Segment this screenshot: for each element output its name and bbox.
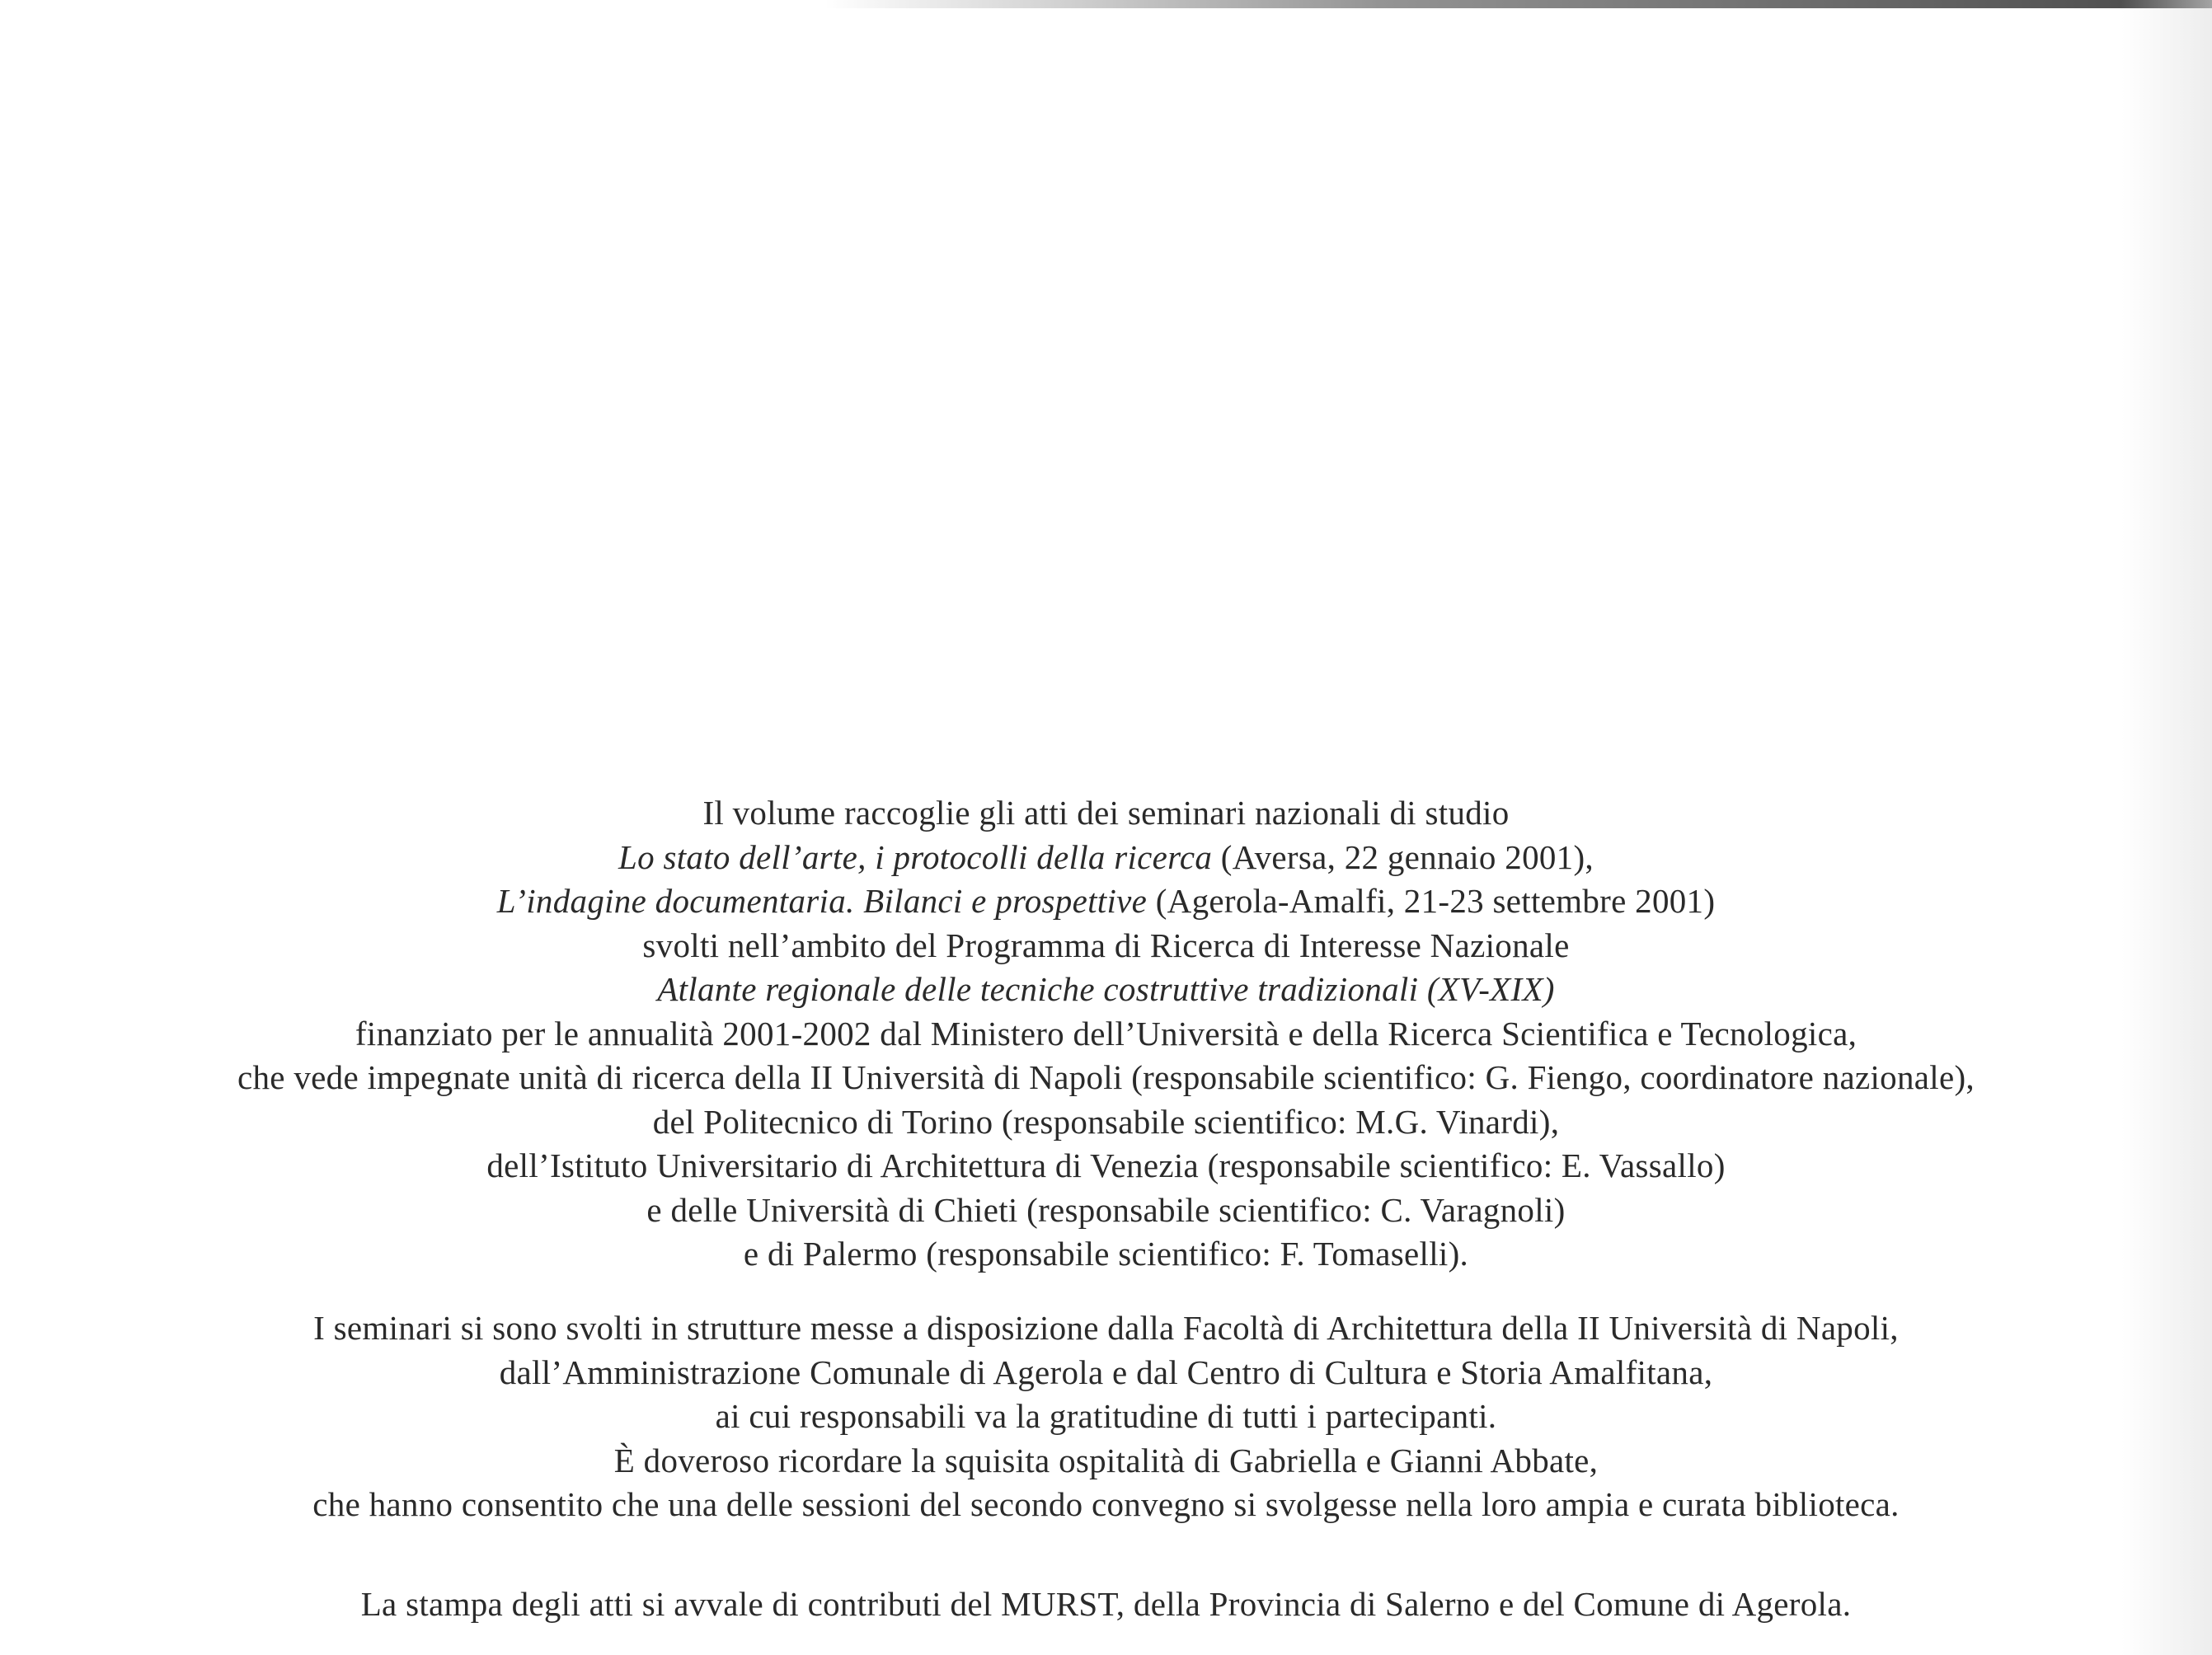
text-line: dell’Istituto Universitario di Architettura di Venezia (responsabile scientifico: E. Vassallo) (486, 1146, 1726, 1184)
seminar-details-2: (Agerola-Amalfi, 21-23 settembre 2001) (1147, 882, 1716, 920)
text-line: del Politecnico di Torino (responsabile scientifico: M.G. Vinardi), (652, 1102, 1560, 1141)
text-line: che hanno consentito che una delle sessioni del secondo convegno si svolgesse nella loro ampia e curata biblioteca. (312, 1485, 1900, 1523)
text-line: e di Palermo (responsabile scientifico: F. Tomaselli). (743, 1235, 1469, 1273)
text-line: svolti nell’ambito del Programma di Ricerca di Interesse Nazionale (642, 926, 1570, 964)
text-line: I seminari si sono svolti in strutture messe a disposizione dalla Facoltà di Architettura della II Università di Napoli, (313, 1309, 1899, 1347)
programme-title: Atlante regionale delle tecniche costruttive tradizionali (XV-XIX) (657, 970, 1555, 1008)
seminar-title-1: Lo stato dell’arte, i protocolli della ricerca (618, 837, 1213, 876)
text-line: La stampa degli atti si avvale di contributi del MURST, della Provincia di Salerno e del Comune di Agerola. (360, 1585, 1852, 1623)
text-line: finanziato per le annualità 2001-2002 dal Ministero dell’Università e della Ricerca Scientifica e Tecnologica, (355, 1014, 1857, 1053)
seminar-title-2: L’indagine documentaria. Bilanci e prospettive (496, 882, 1148, 920)
acknowledgment-paragraph-1 (0, 791, 2212, 1277)
seminar-details-1: (Aversa, 22 gennaio 2001), (1212, 837, 1594, 876)
scan-shadow-top (824, 0, 2212, 8)
text-line: dall’Amministrazione Comunale di Agerola e dal Centro di Cultura e Storia Amalfitana, (499, 1353, 1713, 1391)
text-line: che vede impegnate unità di ricerca della II Università di Napoli (responsabile scientifico: G. Fiengo, coordinatore nazionale), (237, 1058, 1975, 1096)
text-line (0, 836, 2212, 880)
text-line: È doveroso ricordare la squisita ospitalità di Gabriella e Gianni Abbate, (613, 1441, 1599, 1479)
text-line: ai cui responsabili va la gratitudine di tutti i partecipanti. (715, 1397, 1497, 1435)
acknowledgment-paragraph-2 (0, 1306, 2212, 1527)
funding-note (0, 1582, 2212, 1627)
text-line: Il volume raccoglie gli atti dei seminari nazionali di studio (702, 794, 1510, 832)
text-line (0, 879, 2212, 924)
text-line: e delle Università di Chieti (responsabile scientifico: C. Varagnoli) (646, 1190, 1566, 1229)
